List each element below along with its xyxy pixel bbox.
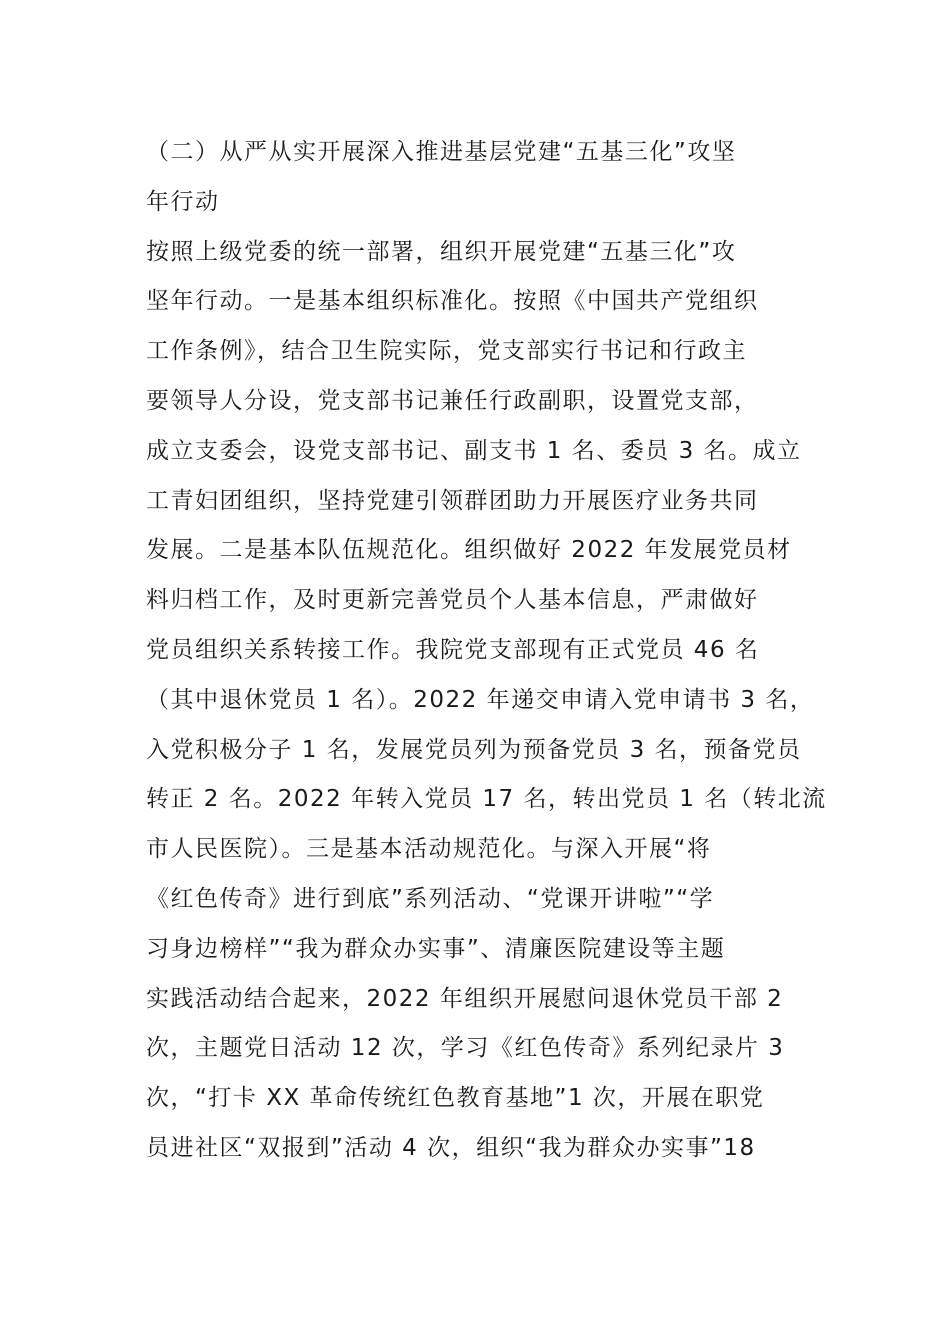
paragraph-line: 成立支委会，设党支部书记、副支书 1 名、委员 3 名。成立 xyxy=(146,437,802,464)
heading-line: 年行动 xyxy=(146,188,220,215)
paragraph-line: 习身边榜样”“我为群众办实事”、清廉医院建设等主题 xyxy=(146,935,726,962)
paragraph-line: 发展。二是基本队伍规范化。组织做好 2022 年发展党员材 xyxy=(146,537,792,564)
paragraph-line: 员进社区“双报到”活动 4 次，组织“我为群众办实事”18 xyxy=(146,1134,756,1161)
paragraph-line: 转正 2 名。2022 年转入党员 17 名，转出党员 1 名（转北流 xyxy=(146,786,827,813)
paragraph-line: 入党积极分子 1 名，发展党员列为预备党员 3 名，预备党员 xyxy=(146,736,802,763)
heading-line: （二）从严从实开展深入推进基层党建“五基三化”攻坚 xyxy=(146,139,737,165)
paragraph-line: 工青妇团组织，坚持党建引领群团助力开展医疗业务共同 xyxy=(146,487,759,514)
paragraph-line: 坚年行动。一是基本组织标准化。按照《中国共产党组织 xyxy=(146,288,759,315)
document-body xyxy=(146,128,826,1174)
paragraph-line: 按照上级党委的统一部署，组织开展党建“五基三化”攻 xyxy=(146,238,737,265)
paragraph-line: 次，主题党日活动 12 次，学习《红色传奇》系列纪录片 3 xyxy=(146,1035,785,1062)
paragraph-line: 党员组织关系转接工作。我院党支部现有正式党员 46 名 xyxy=(146,636,760,663)
paragraph-line: 实践活动结合起来，2022 年组织开展慰问退休党员干部 2 xyxy=(146,985,784,1012)
paragraph-line: 工作条例》，结合卫生院实际，党支部实行书记和行政主 xyxy=(146,338,747,365)
paragraph-line: 次，“打卡 XX 革命传统红色教育基地”1 次，开展在职党 xyxy=(146,1085,765,1112)
paragraph-line: 市人民医院）。三是基本活动规范化。与深入开展“将 xyxy=(146,836,712,863)
paragraph-line: 料归档工作，及时更新完善党员个人基本信息，严肃做好 xyxy=(146,587,759,614)
paragraph-line: 《红色传奇》进行到底”系列活动、“党课开讲啦”“学 xyxy=(146,885,715,912)
paragraph-line: 要领导人分设，党支部书记兼任行政副职，设置党支部， xyxy=(146,387,759,414)
paragraph-line: （其中退休党员 1 名）。2022 年递交申请入党申请书 3 名， xyxy=(146,686,815,713)
